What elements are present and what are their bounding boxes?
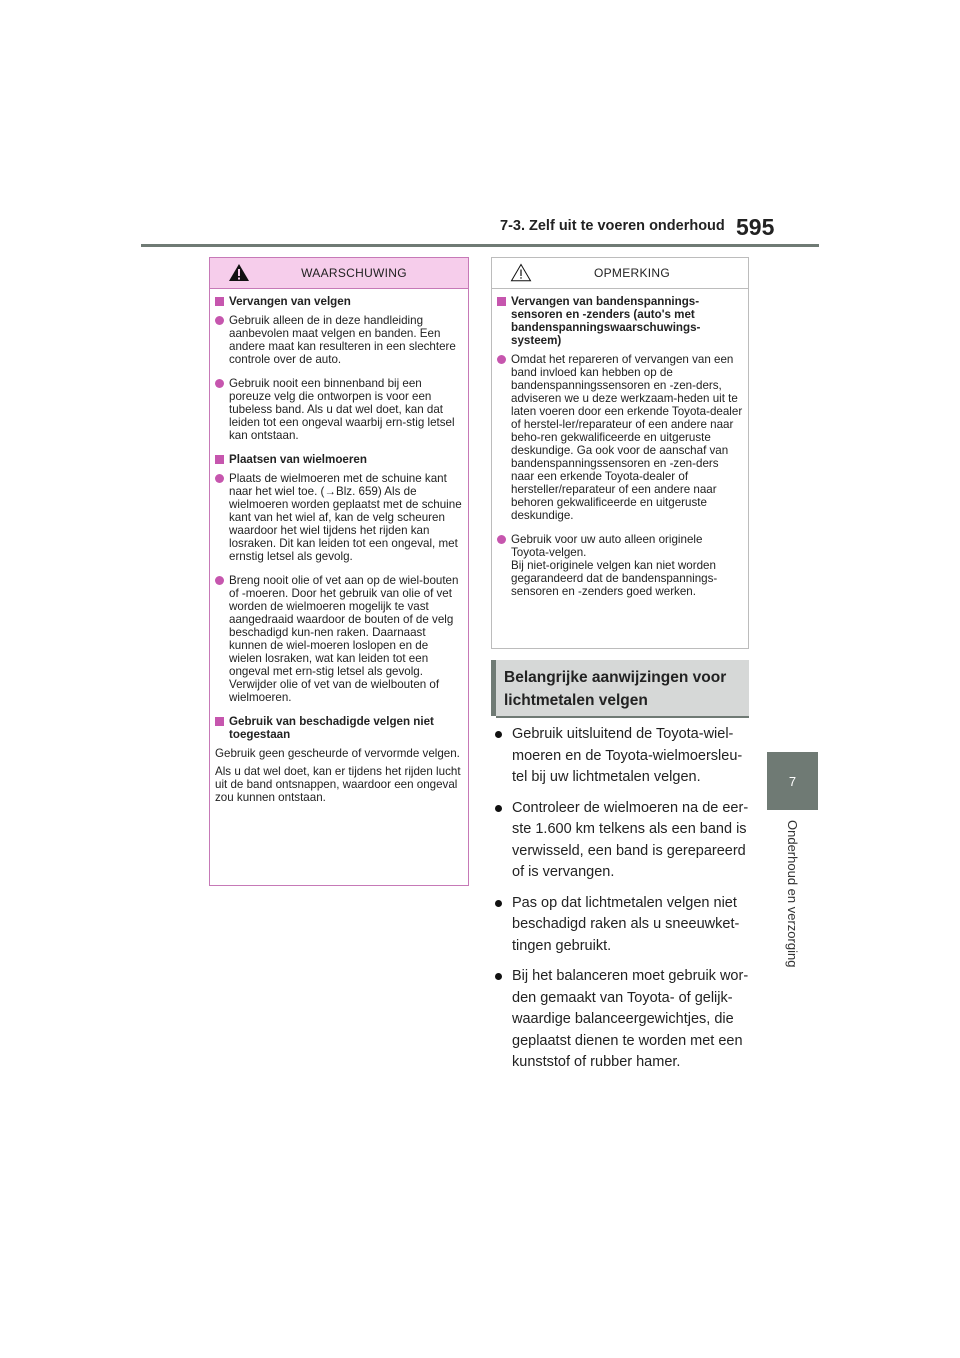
bullet-text: Omdat het repareren of vervangen van een band invloed kan hebben op de bandenspanningssensoren en -zen-ders, adviseren we u deze werkzaam-heden uit te laten voeren door een erkende Toyota-dealer of herstel-ler/reparateur of een andere naar beho-ren gekwalificeerde en uitgeruste deskundige. Ga ook voor de aanschaf van bandenspanningssensoren en -zen-ders naar een erkende Toyota-dealer of hersteller/reparateur of een andere naar behoren gekwalificeerde en uitgeruste deskundige. [511,353,743,522]
warning-box [209,257,469,886]
bullet-text: Breng nooit olie of vet aan op de wiel-bouten of -moeren. Door het gebruik van olie of vet worden de wielmoeren mogelijk te vast aangedraaid waardoor de bouten of de velg beschadigd kun-nen raken. Daarnaast kunnen de wiel-moeren loslopen en de wielen losraken, wat kan leiden tot een ongeval met ern-stig letsel als gevolg. Verwijder olie of vet van de wielbouten of wielmoeren. [229,574,459,704]
section-heading-text: Belangrijke aanwijzingen voor lichtmetalen velgen [504,669,727,709]
bullet-dot-icon [495,973,502,980]
warning-bullet [215,377,463,442]
bullet-dot-icon [215,316,224,325]
section-title: 7-3. Zelf uit te voeren onderhoud [500,218,725,234]
note-bullet [497,533,743,598]
list-item [491,893,753,958]
warning-bullet [215,314,463,366]
header-rule [141,244,819,247]
bullet-text: Gebruik voor uw auto alleen originele Toyota-velgen. Bij niet-originele velgen kan niet worden gegarandeerd dat de bandenspannings-sensoren en -zenders goed werken. [511,533,718,598]
heading-text: Vervangen van velgen [229,295,351,308]
chapter-number: 7 [788,773,797,789]
warning-heading [215,715,463,741]
bullet-dot-icon [215,379,224,388]
warning-title: WAARSCHUWING [301,266,407,280]
chapter-tab [767,752,818,810]
warning-heading [215,295,463,308]
list-item-text: Pas op dat lichtmetalen velgen niet beschadigd raken als u sneeuwket-tingen gebruikt. [512,894,740,954]
bullet-dot-icon [495,731,502,738]
note-bullet [497,353,743,522]
bullet-dot-icon [215,474,224,483]
bullet-dot-icon [495,805,502,812]
warning-paragraph: Gebruik geen gescheurde of vervormde velgen. [215,747,460,760]
bullet-text: Gebruik nooit een binnenband bij een poreuze velg die ontworpen is voor een tubeless band. Als u dat wel doet, kan dat leiden tot een ongeval waarbij ern-stig letsel kan ontstaan. [229,377,455,442]
bullet-dot-icon [497,355,506,364]
caution-triangle-icon [510,263,532,282]
list-item-text: Controleer de wielmoeren na de eer-ste 1.600 km telkens als een band is verwisseld, een band is gerepareerd of is vervangen. [512,799,749,880]
bullet-dot-icon [215,576,224,585]
warning-header [210,258,468,289]
section-heading-rule [496,716,749,718]
list-item-text: Gebruik uitsluitend de Toyota-wiel-moeren en de Toyota-wielmoersleu-tel bij uw lichtmetalen velgen. [512,726,743,785]
note-box [491,257,749,649]
list-item [491,966,753,1074]
square-marker-icon [215,717,224,726]
bullet-dot-icon [497,535,506,544]
list-item [491,798,753,884]
chapter-title-vertical [767,820,818,980]
note-heading [497,295,743,347]
square-marker-icon [497,297,506,306]
warning-paragraph: Als u dat wel doet, kan er tijdens het rijden lucht uit de band ontsnappen, waardoor een ongeval zou kunnen ontstaan. [215,765,461,804]
note-header [492,258,748,289]
warning-bullet [215,574,463,704]
bullet-text: Gebruik alleen de in deze handleiding aanbevolen maat velgen en banden. Een andere maat kan resulteren in een slechtere controle over de auto. [229,314,456,366]
chapter-title: Onderhoud en verzorging [785,820,800,968]
main-bullet-list [491,724,753,1083]
list-item [491,724,753,789]
square-marker-icon [215,455,224,464]
heading-text: Vervangen van bandenspannings-sensoren en -zenders (auto's met bandenspanningswaarschuwings-systeem) [511,295,701,347]
square-marker-icon [215,297,224,306]
heading-text: Plaatsen van wielmoeren [229,453,367,466]
warning-heading [215,453,463,466]
bullet-dot-icon [495,900,502,907]
section-heading [491,660,749,716]
heading-text: Gebruik van beschadigde velgen niet toegestaan [229,715,434,741]
warning-triangle-icon [228,263,250,282]
list-item-text: Bij het balanceren moet gebruik wor-den gemaakt van Toyota- of gelijk-waardige balanceergewichtjes, die geplaatst dienen te worden met een kunststof of rubber hamer. [512,968,749,1070]
bullet-text: Plaats de wielmoeren met de schuine kant naar het wiel toe. (→Blz. 659) Als de wielmoeren worden geplaatst met de schuine kant van het wiel af, kan de velg scheuren waardoor het wiel tijdens het rijden kan losraken. Dit kan leiden tot een ongeval, met ernstig letsel als gevolg. [229,472,462,563]
page-number: 595 [736,214,775,240]
note-title: OPMERKING [593,266,671,280]
warning-bullet [215,472,463,563]
